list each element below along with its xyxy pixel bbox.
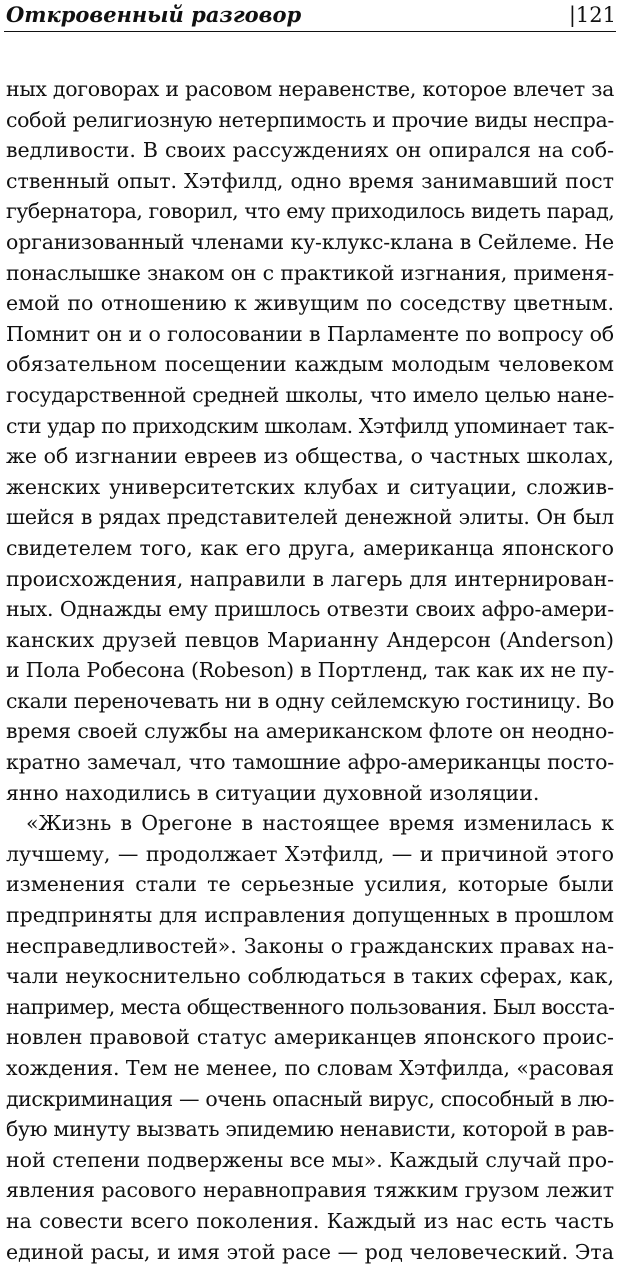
text-line: свидетелем того, как его друга, американца японского [6,535,614,560]
text-line: кратно замечал, что тамошние афро-американцы посто- [6,750,614,775]
text-line: единой расы, и имя этой расе — род человеческий. Эта [6,1239,614,1264]
text-line: государственной средней школы, что имело целью нане- [6,382,614,407]
text-line: собой религиозную нетерпимость и прочие виды неспра- [6,107,614,132]
text-line: женских университетских клубах и ситуации, сложив- [6,474,614,499]
text-line: новлен правовой статус американцев японского проис- [6,1025,614,1050]
text-line: же об изгнании евреев из общества, о частных школах, [6,444,614,469]
header-rule [4,31,616,32]
text-line: ной степени подвержены все мы». Каждый случай про- [6,1147,614,1172]
text-line: ственный опыт. Хэтфилд, одно время занимавший пост [6,168,614,193]
text-line: происхождения, направили в лагерь для интернирован- [6,566,614,591]
text-line: губернатора, говорил, что ему приходилось видеть парад, [6,199,614,224]
body-text [6,74,614,1267]
paragraph-1 [6,74,614,808]
text-line: например, места общественного пользования. Был восста- [6,994,614,1019]
text-line: и Пола Робесона (Robeson) в Портленд, так как их не пу- [6,658,614,683]
text-line: бую минуту вызвать эпидемию ненависти, которой в рав- [6,1117,614,1142]
text-line: несправедливостей». Законы о гражданских правах на- [6,933,614,958]
text-line: изменения стали те серьезные усилия, которые были [6,872,614,897]
text-line: Помнит он и о голосовании в Парламенте по вопросу об [6,321,614,346]
text-line: дискриминация — очень опасный вирус, способный в лю- [6,1086,614,1111]
text-line: чали неукоснительно соблюдаться в таких сферах, как, [6,964,614,989]
paragraph-2 [6,808,614,1267]
text-line: время своей службы на американском флоте он неодно- [6,719,614,744]
text-line: канских друзей певцов Марианну Андерсон (Anderson) [6,627,614,652]
text-line: организованный членами ку-клукс-клана в Сейлеме. Не [6,229,614,254]
running-header-title: Откровенный разговор [6,2,302,27]
text-line: «Жизнь в Орегоне в настоящее время изменилась к [26,811,614,836]
text-line: емой по отношению к живущим по соседству цветным. [6,291,614,316]
text-line: янно находились в ситуации духовной изоляции. [6,780,540,805]
text-line: ных договорах и расовом неравенстве, которое влечет за [6,77,614,101]
text-line: явления расового неравноправия тяжким грузом лежит [6,1178,614,1203]
text-line: ведливости. В своих рассуждениях он опирался на соб- [6,138,614,163]
text-line: обязательном посещении каждым молодым человеком [6,352,614,377]
text-line: лучшему, — продолжает Хэтфилд, — и причиной этого [6,841,614,866]
text-line: понаслышке знаком он с практикой изгнания, применя- [6,260,614,285]
text-line: предприняты для исправления допущенных в прошлом [6,903,614,928]
text-line: ных. Однажды ему пришлось отвезти своих афро-амери- [6,597,614,622]
page-number: |121 [568,3,616,27]
page-number-value: 121 [575,3,616,27]
text-line: скали переночевать ни в одну сейлемскую гостиницу. Во [6,688,614,713]
text-line: на совести всего поколения. Каждый из нас есть часть [6,1208,614,1233]
page-header [0,0,620,36]
text-line: сти удар по приходским школам. Хэтфилд упоминает так- [6,413,614,438]
text-line: шейся в рядах представителей денежной элиты. Он был [6,505,614,530]
text-line: хождения. Тем не менее, по словам Хэтфилда, «расовая [6,1056,614,1080]
